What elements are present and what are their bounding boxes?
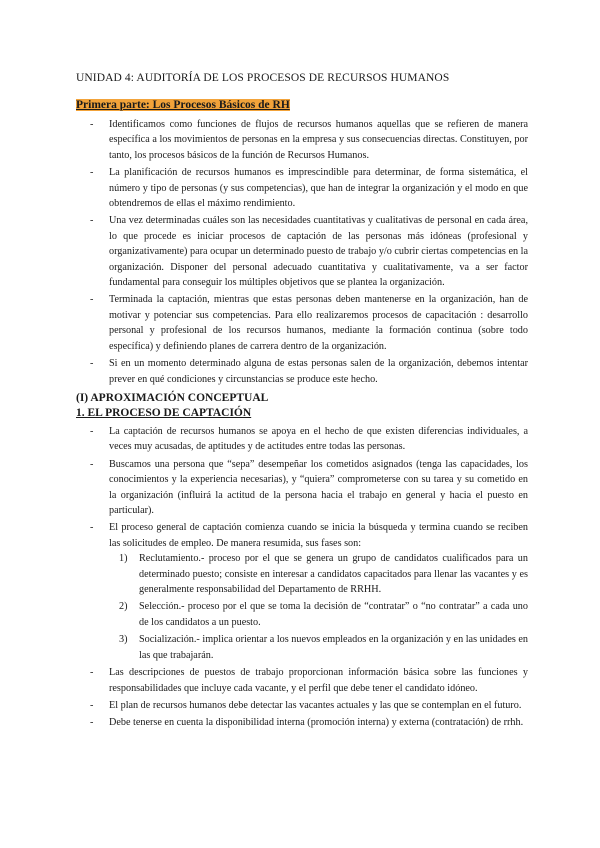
list-item: - Terminada la captación, mientras que estas personas deben mantenerse en la organización, han de motivar y potenciar sus competencias. Para ello realizaremos procesos de capacitación : desarrollo personal y profesional de los recursos humanos, mediante la formación continua (sobre todo específica) y definiendo planes de carrera dentro de la organización. xyxy=(90,292,528,354)
list-item: - El plan de recursos humanos debe detectar las vacantes actuales y las que se contemplan en el futuro. xyxy=(90,698,528,713)
list-item: - Una vez determinadas cuáles son las necesidades cuantitativas y cualitativas de personal en cada área, lo que procede es iniciar procesos de captación de las personas más idóneas (profesional y organizativamente) para ocupar un determinado puesto de trabajo y/o cubrir ciertas competencias en la organización. Disponer del personal adecuado cuantitativa y cualitativamente, va a ser factor fundamental para conseguir los múltiples objetivos que se plantea la organización. xyxy=(90,213,528,290)
list-item: - Las descripciones de puestos de trabajo proporcionan información básica sobre las funciones y responsabilidades que incluye cada vacante, y el perfil que debe tener el candidato idóneo. xyxy=(90,665,528,696)
phase-item: 2) Selección.- proceso por el que se toma la decisión de “contratar” o “no contratar” a cada uno de los candidatos a un puesto. xyxy=(119,601,528,628)
list-item: - La captación de recursos humanos se apoya en el hecho de que existen diferencias individuales, a veces muy acusadas, de aptitudes y de actitudes entre todas las personas. xyxy=(90,424,528,455)
captacion-list xyxy=(90,424,528,733)
phase-item: 1) Reclutamiento.- proceso por el que se genera un grupo de candidatos cualificados para un determinado puesto; consiste en interesar a candidatos capacitados para llenar las vacantes y es generalmente responsabilidad del Departamento de RRHH. xyxy=(119,553,528,596)
unit-title: UNIDAD 4: AUDITORÍA DE LOS PROCESOS DE RECURSOS HUMANOS xyxy=(76,72,450,84)
phase-item: 3) Socialización.- implica orientar a los nuevos empleados en la organización y en las unidades en las que trabajarán. xyxy=(119,634,528,661)
list-item: - Debe tenerse en cuenta la disponibilidad interna (promoción interna) y externa (contratación) de rrhh. xyxy=(90,715,528,730)
captacion-heading: 1. EL PROCESO DE CAPTACIÓN xyxy=(76,407,252,419)
part1-heading: Primera parte: Los Procesos Básicos de RH xyxy=(76,99,290,111)
list-item: - Buscamos una persona que “sepa” desempeñar los cometidos asignados (tenga las capacidades, los conocimientos y la experiencia necesarias), y “quiera” comprometerse con su tarea y su cometido en la organización (influirá la actitud de la persona hacia el trabajo en general y hacia el puesto en particular). xyxy=(90,457,528,519)
list-item: - Identificamos como funciones de flujos de recursos humanos aquellas que se refieren de manera específica a los movimientos de personas en la empresa y sus consecuencias directas. Constituyen, por tanto, los procesos básicos de la función de Recursos Humanos. xyxy=(90,117,528,163)
part1-list xyxy=(90,117,528,389)
list-item: - Si en un momento determinado alguna de estas personas salen de la organización, debemos intentar prever en qué condiciones y circunstancias se produce este hecho. xyxy=(90,356,528,387)
phases-list xyxy=(109,551,528,663)
list-item xyxy=(90,520,528,663)
approx-heading: (I) APROXIMACIÓN CONCEPTUAL xyxy=(76,392,269,404)
list-item-text: - El proceso general de captación comienza cuando se inicia la búsqueda y termina cuando se reciben las solicitudes de empleo. De manera resumida, sus fases son: xyxy=(109,522,528,549)
list-item: - La planificación de recursos humanos es imprescindible para determinar, de forma sistemática, el número y tipo de personas (y sus competencias), que han de integrar la organización y el modo en que obtendremos de ellas el máximo rendimiento. xyxy=(90,165,528,211)
